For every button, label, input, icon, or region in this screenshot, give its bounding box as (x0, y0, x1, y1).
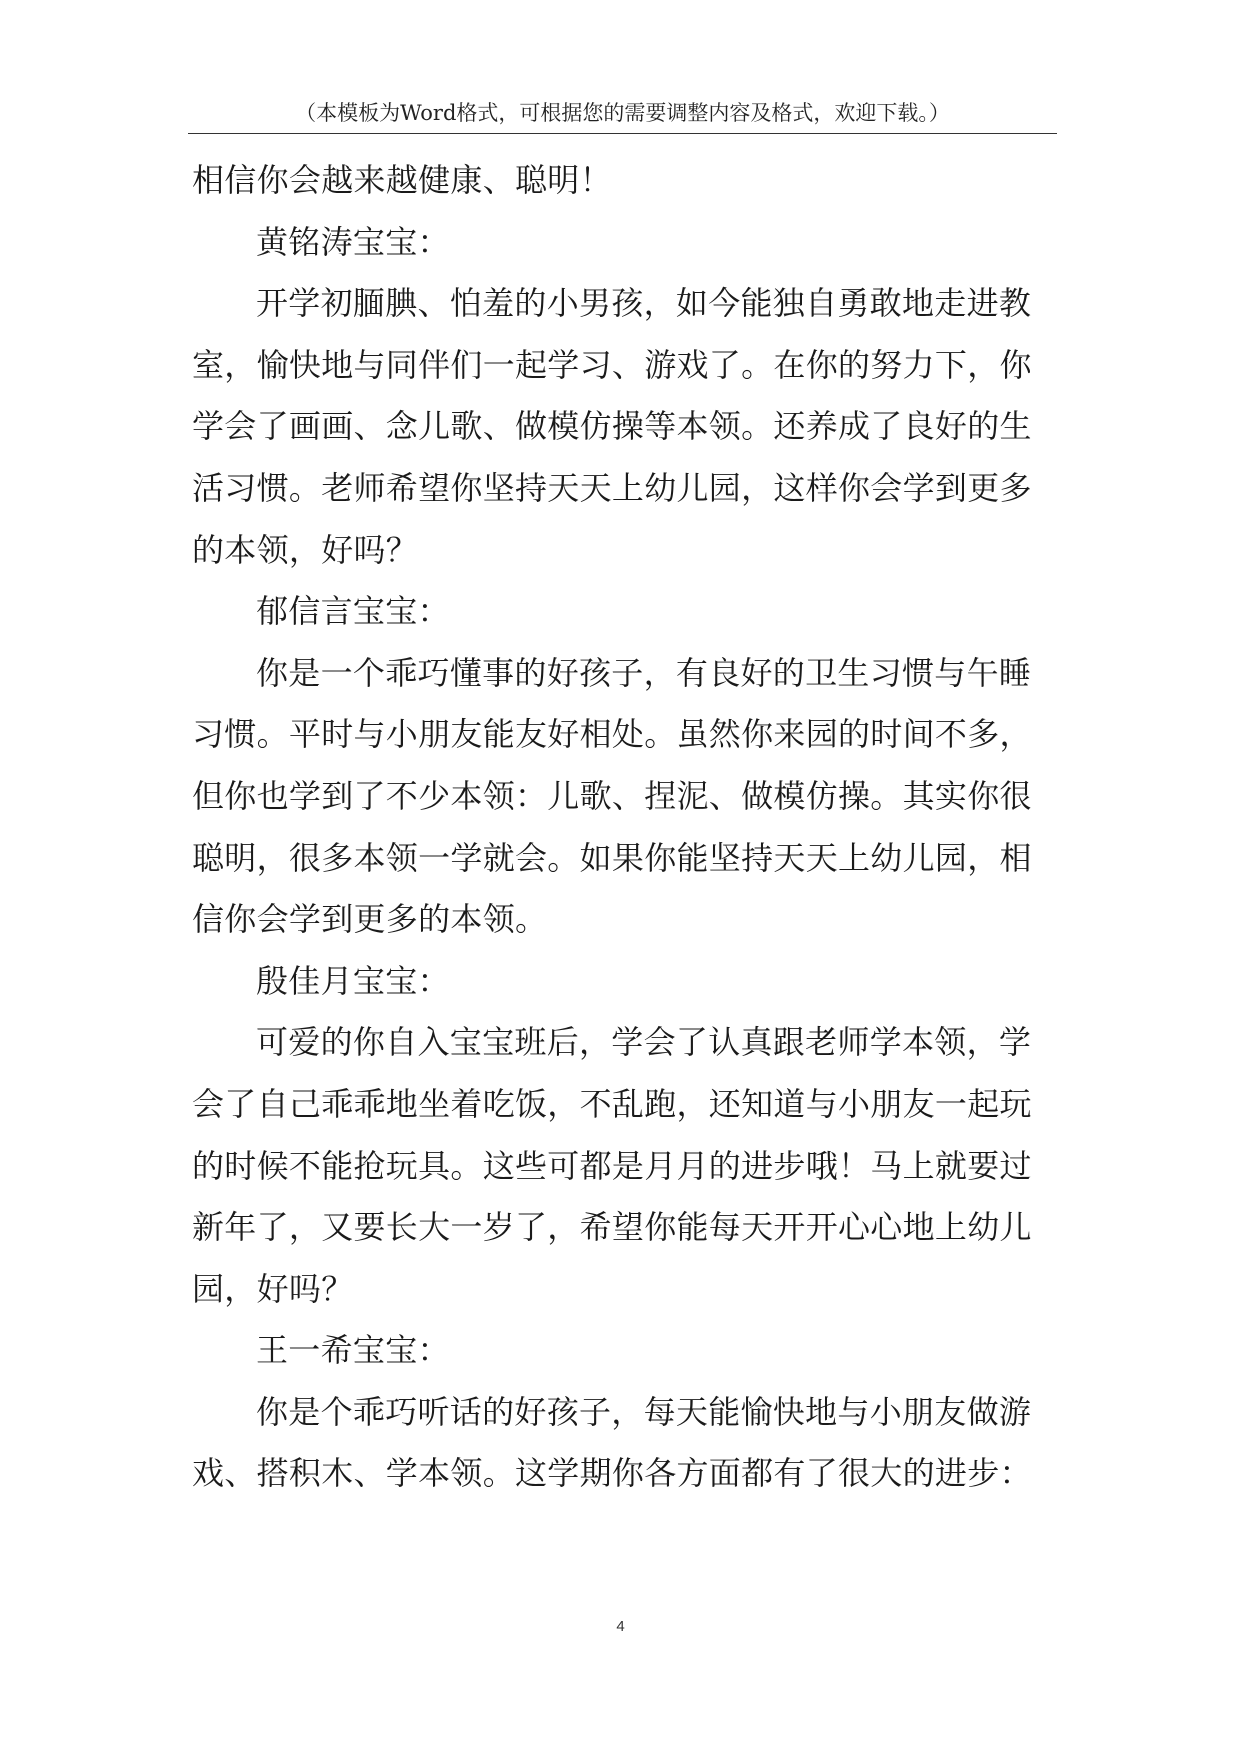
text-line: 信你会学到更多的本领。 (192, 900, 548, 939)
child-name-heading: 黄铭涛宝宝： (256, 222, 450, 261)
header-divider (188, 133, 1057, 134)
text-line: 园，好吗？ (192, 1269, 354, 1308)
text-line: 聪明，很多本领一学就会。如果你能坚持天天上幼儿园，相 (192, 838, 1032, 877)
text-line: 室，愉快地与同伴们一起学习、游戏了。在你的努力下，你 (192, 345, 1032, 384)
text-line: 开学初腼腆、怕羞的小男孩，如今能独自勇敢地走进教 (256, 284, 1032, 323)
child-name-heading: 王一希宝宝： (256, 1331, 450, 1370)
document-body (192, 150, 1062, 1505)
text-line: 可爱的你自入宝宝班后，学会了认真跟老师学本领，学 (256, 1023, 1032, 1062)
text-line: 活习惯。老师希望你坚持天天上幼儿园，这样你会学到更多 (192, 468, 1032, 507)
child-name-heading: 郁信言宝宝： (256, 592, 450, 631)
child-name-heading: 殷佳月宝宝： (256, 961, 450, 1000)
text-line: 的时候不能抢玩具。这些可都是月月的进步哦！马上就要过 (192, 1146, 1032, 1185)
text-line: 你是一个乖巧懂事的好孩子，有良好的卫生习惯与午睡 (256, 653, 1032, 692)
text-line: 戏、搭积木、学本领。这学期你各方面都有了很大的进步： (192, 1454, 1032, 1493)
text-line: 新年了，又要长大一岁了，希望你能每天开开心心地上幼儿 (192, 1208, 1032, 1247)
text-line: 的本领，好吗？ (192, 530, 419, 569)
text-line: 习惯。平时与小朋友能友好相处。虽然你来园的时间不多， (192, 715, 1032, 754)
text-line: 你是个乖巧听话的好孩子，每天能愉快地与小朋友做游 (256, 1392, 1032, 1431)
text-line: 但你也学到了不少本领：儿歌、捏泥、做模仿操。其实你很 (192, 776, 1032, 815)
page-number: 4 (616, 1618, 625, 1635)
text-line: 学会了画画、念儿歌、做模仿操等本领。还养成了良好的生 (192, 407, 1032, 446)
page-header: （本模板为Word格式，可根据您的需要调整内容及格式，欢迎下载。） (295, 101, 950, 125)
text-line: 会了自己乖乖地坐着吃饭，不乱跑，还知道与小朋友一起玩 (192, 1084, 1032, 1123)
text-line: 相信你会越来越健康、聪明！ (192, 161, 612, 199)
